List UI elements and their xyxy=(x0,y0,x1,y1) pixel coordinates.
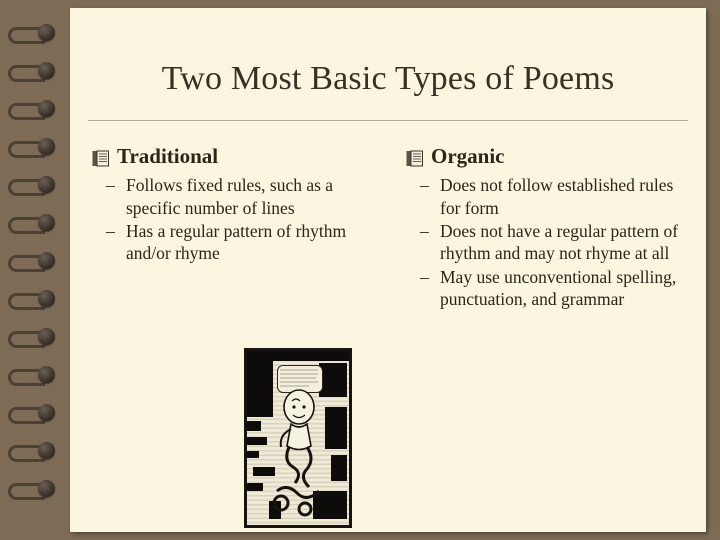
binding-ring xyxy=(8,100,64,118)
dash-marker: – xyxy=(106,175,115,196)
column-traditional xyxy=(70,144,388,311)
binding-ring xyxy=(8,328,64,346)
dash-marker: – xyxy=(420,220,429,241)
binding-ring xyxy=(8,24,64,42)
binding-ring xyxy=(8,404,64,422)
list-item-text: Has a regular pattern of rhythm and/or rhyme xyxy=(126,220,347,264)
title-divider xyxy=(88,120,688,121)
bullet-list-traditional xyxy=(92,174,382,265)
list-item-text: May use unconventional spelling, punctuation, and grammar xyxy=(440,266,677,310)
dash-marker: – xyxy=(420,175,429,196)
list-item xyxy=(92,220,382,265)
binding-ring xyxy=(8,290,64,308)
binding-ring xyxy=(8,366,64,384)
book-icon xyxy=(92,150,109,167)
list-item-text: Follows fixed rules, such as a specific number of lines xyxy=(126,175,334,218)
binding-ring xyxy=(8,480,64,498)
binding-ring xyxy=(8,442,64,460)
content-columns xyxy=(70,144,706,311)
list-item xyxy=(92,174,382,219)
binding-ring xyxy=(8,252,64,270)
binding-ring xyxy=(8,62,64,80)
binding-ring xyxy=(8,138,64,156)
list-item-text: Does not follow established rules for form xyxy=(440,175,674,218)
column-organic xyxy=(388,144,706,311)
dash-marker: – xyxy=(106,220,115,241)
binding-ring xyxy=(8,214,64,232)
list-item xyxy=(406,174,698,219)
list-item xyxy=(406,220,698,265)
list-item-text: Does not have a regular pattern of rhythm and may not rhyme at all xyxy=(440,220,679,264)
column-heading: Traditional xyxy=(117,144,219,168)
page-title: Two Most Basic Types of Poems xyxy=(161,60,615,97)
list-item xyxy=(406,266,698,311)
found-poem-collage xyxy=(244,348,352,528)
binding-ring xyxy=(8,176,64,194)
slide-page xyxy=(70,8,706,532)
bullet-list-organic xyxy=(406,174,698,310)
heading-row-traditional xyxy=(92,144,382,168)
spiral-binding xyxy=(0,0,70,540)
book-icon xyxy=(406,150,423,167)
column-heading: Organic xyxy=(431,144,505,168)
heading-row-organic xyxy=(406,144,698,168)
dash-marker: – xyxy=(420,266,429,287)
